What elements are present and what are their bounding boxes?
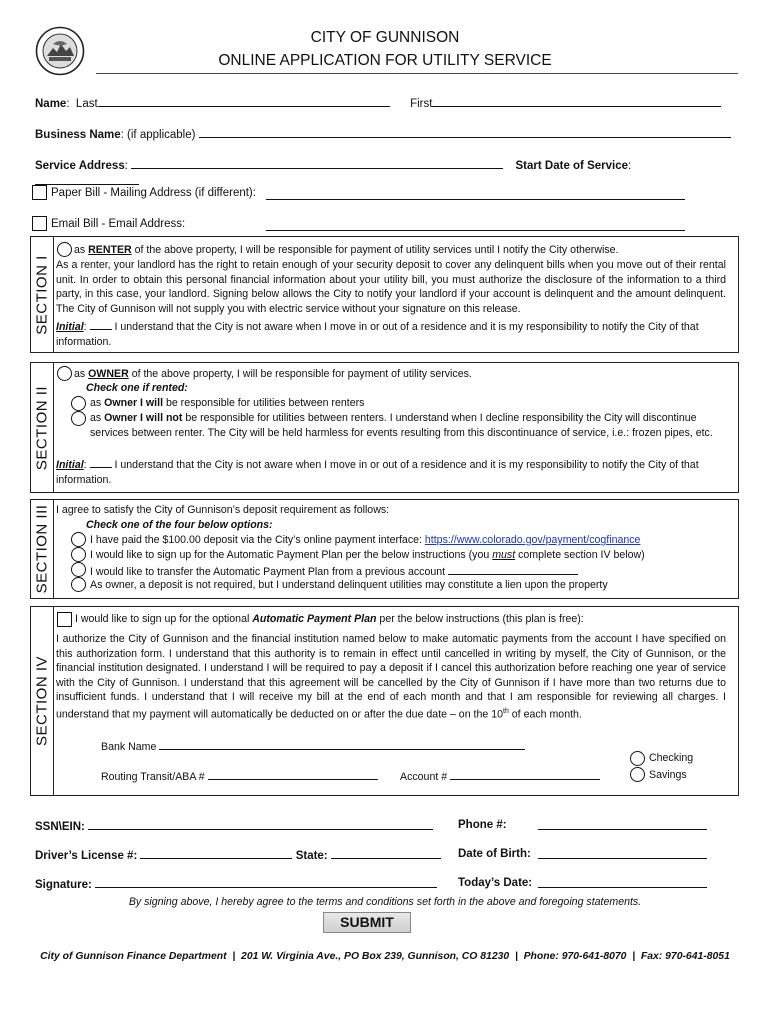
authorization-paragraph: I authorize the City of Gunnison and the financial institution named below to make automatic payments from the account I have specified on this authorization form. I understand that this authority is to remain in effect until cancelled in writing by myself, the City of Gunnison, or the financial institution designated. I understand I will be required to pay a deposit if I cancel this authorization before reaching one year of service with the City of Gunnison. I understand that this agreement will be cancelled by the City of Gunnison if I have more than two returns due to insufficient funds. I understand that I will receive my bill at the end of each month and that I am responsible for reviewing all charges. I understand that my payment will automatically be deducted on or after the due date – on the 10th of each month.	[56, 633, 726, 721]
payment-link[interactable]: https://www.colorado.gov/payment/cogfinance	[424, 534, 641, 546]
transfer-plan-radio[interactable]	[71, 562, 86, 577]
renter-initial-field[interactable]	[90, 318, 112, 330]
ssn-field[interactable]	[88, 818, 433, 830]
name-row: Name: Last First	[35, 95, 735, 111]
business-label: Business Name	[35, 129, 121, 141]
agreement-statement: By signing above, I hereby agree to the terms and conditions set forth in the above and foregoing statements.	[128, 896, 642, 908]
drivers-license-row: Driver’s License #: State:	[35, 847, 441, 863]
owner-initial-field[interactable]	[90, 456, 112, 468]
savings-radio[interactable]	[630, 767, 645, 782]
owner-radio[interactable]	[57, 366, 72, 381]
routing-row: Routing Transit/ABA #	[101, 768, 378, 785]
checking-label: Checking	[649, 752, 694, 764]
routing-number-field[interactable]	[208, 768, 378, 780]
renter-role: RENTER	[88, 244, 132, 256]
service-address-label: Service Address	[35, 160, 125, 172]
phone-field[interactable]	[538, 818, 707, 830]
deposit-paid-radio[interactable]	[71, 532, 86, 547]
paper-bill-checkbox[interactable]	[32, 185, 47, 200]
last-label: Last	[75, 98, 98, 110]
start-date-label: Start Date of Service	[515, 160, 629, 172]
email-bill-label: Email Bill - Email Address:	[51, 218, 186, 230]
email-address-field[interactable]	[266, 219, 685, 231]
header-rule	[96, 73, 738, 74]
auto-plan-radio[interactable]	[71, 547, 86, 562]
service-row: Service Address: Start Date of Service:	[35, 157, 735, 189]
submit-button[interactable]: SUBMIT	[323, 912, 411, 933]
renter-statement: as RENTER of the above property, I will be responsible for payment of utility services until I notify the City otherwise.	[74, 244, 619, 256]
email-bill-checkbox[interactable]	[32, 216, 47, 231]
page-title: CITY OF GUNNISON	[310, 29, 460, 46]
deposit-intro: I agree to satisfy the City of Gunnison’s deposit requirement as follows:	[56, 504, 390, 516]
start-date-field[interactable]	[35, 173, 139, 185]
owner-will-not-option: as Owner I will not be responsible for utilities between renters. I understand when I decline responsibility the City will discontinue services between renter. The City will be held harmless for events resulting from this discontinuance of service, i.e.: frozen pipes, etc.	[90, 412, 713, 439]
section-1-label: SECTION I	[33, 254, 51, 335]
bank-name-row: Bank Name	[101, 738, 525, 755]
service-address-field[interactable]	[131, 157, 503, 169]
owner-no-deposit-radio[interactable]	[71, 577, 86, 592]
business-row: Business Name: (if applicable)	[35, 126, 735, 142]
renter-initial-row: Initial: I understand that the City is not aware when I move in or out of a residence and it is my responsibility to notify the City of that information.	[56, 318, 726, 349]
todays-date-field[interactable]	[538, 876, 707, 888]
page-subtitle: ONLINE APPLICATION FOR UTILITY SERVICE	[218, 52, 552, 69]
check-if-rented: Check one if rented:	[86, 382, 188, 394]
drivers-license-field[interactable]	[140, 847, 292, 859]
account-row: Account #	[400, 768, 600, 785]
checking-radio[interactable]	[630, 751, 645, 766]
business-name-field[interactable]	[199, 126, 731, 138]
section-3-label: SECTION III	[33, 504, 51, 594]
owner-statement: as OWNER of the above property, I will be responsible for payment of utility services.	[74, 368, 472, 380]
owner-no-deposit-option: As owner, a deposit is not required, but I understand delinquent utilities may constitute a lien upon the property	[90, 579, 608, 591]
signature-row: Signature:	[35, 876, 437, 892]
ssn-row: SSN\EIN:	[35, 818, 433, 834]
phone-row: Phone #:	[458, 819, 507, 831]
owner-initial-row: Initial: I understand that the City is not aware when I move in or out of a residence and it is my responsibility to notify the City of that information.	[56, 456, 728, 487]
owner-will-option: as Owner I will be responsible for utilities between renters	[90, 397, 365, 409]
first-name-field[interactable]	[432, 95, 721, 107]
deposit-paid-option: I have paid the $100.00 deposit via the City’s online payment interface: https://www.colorado.gov/payment/cogfinance	[90, 534, 641, 546]
state-field[interactable]	[331, 847, 441, 859]
footer-contact: City of Gunnison Finance Department | 201 W. Virginia Ave., PO Box 239, Gunnison, CO 81230 | Phone: 970-641-8070 | Fax: 970-641-8051	[40, 951, 730, 962]
previous-account-field[interactable]	[448, 563, 578, 575]
check-one-options: Check one of the four below options:	[86, 519, 273, 531]
todays-date-row: Today’s Date:	[458, 877, 533, 889]
owner-will-not-radio[interactable]	[71, 411, 86, 426]
auto-plan-option: I would like to sign up for the Automatic Payment Plan per the below instructions (you must complete section IV below)	[90, 549, 645, 561]
section-2-label: SECTION II	[33, 385, 51, 470]
auto-plan-signup-text: I would like to sign up for the optional Automatic Payment Plan per the below instructions (this plan is free):	[75, 613, 584, 625]
paper-bill-label: Paper Bill - Mailing Address (if different):	[51, 187, 256, 199]
auto-plan-signup-checkbox[interactable]	[57, 612, 72, 627]
renter-disclosure-paragraph: As a renter, your landlord has the right to retain enough of your security deposit to cover any delinquent bills when you move out of their rental unit. In order to obtain this personal financial information about your utility bill, you must authorize the disclosure of the information to a third party, in this case, your landlord. Signing below allows the City to notify your landlord if your account is delinquent and the amount delinquent. The City of Gunnison will not supply you with electric service without your signature on this release.	[56, 259, 726, 315]
business-hint: (if applicable)	[127, 129, 196, 141]
owner-will-radio[interactable]	[71, 396, 86, 411]
bank-name-field[interactable]	[159, 738, 525, 750]
account-number-field[interactable]	[450, 768, 600, 780]
transfer-plan-option: I would like to transfer the Automatic Payment Plan from a previous account	[90, 563, 730, 580]
dob-field[interactable]	[538, 847, 707, 859]
name-label: Name	[35, 98, 67, 110]
section-4-label: SECTION IV	[33, 655, 51, 747]
last-name-field[interactable]	[98, 95, 390, 107]
mailing-address-field[interactable]	[266, 188, 685, 200]
first-label: First	[410, 98, 433, 110]
signature-field[interactable]	[95, 876, 437, 888]
savings-label: Savings	[649, 769, 687, 781]
dob-row: Date of Birth:	[458, 848, 531, 860]
renter-radio[interactable]	[57, 242, 72, 257]
